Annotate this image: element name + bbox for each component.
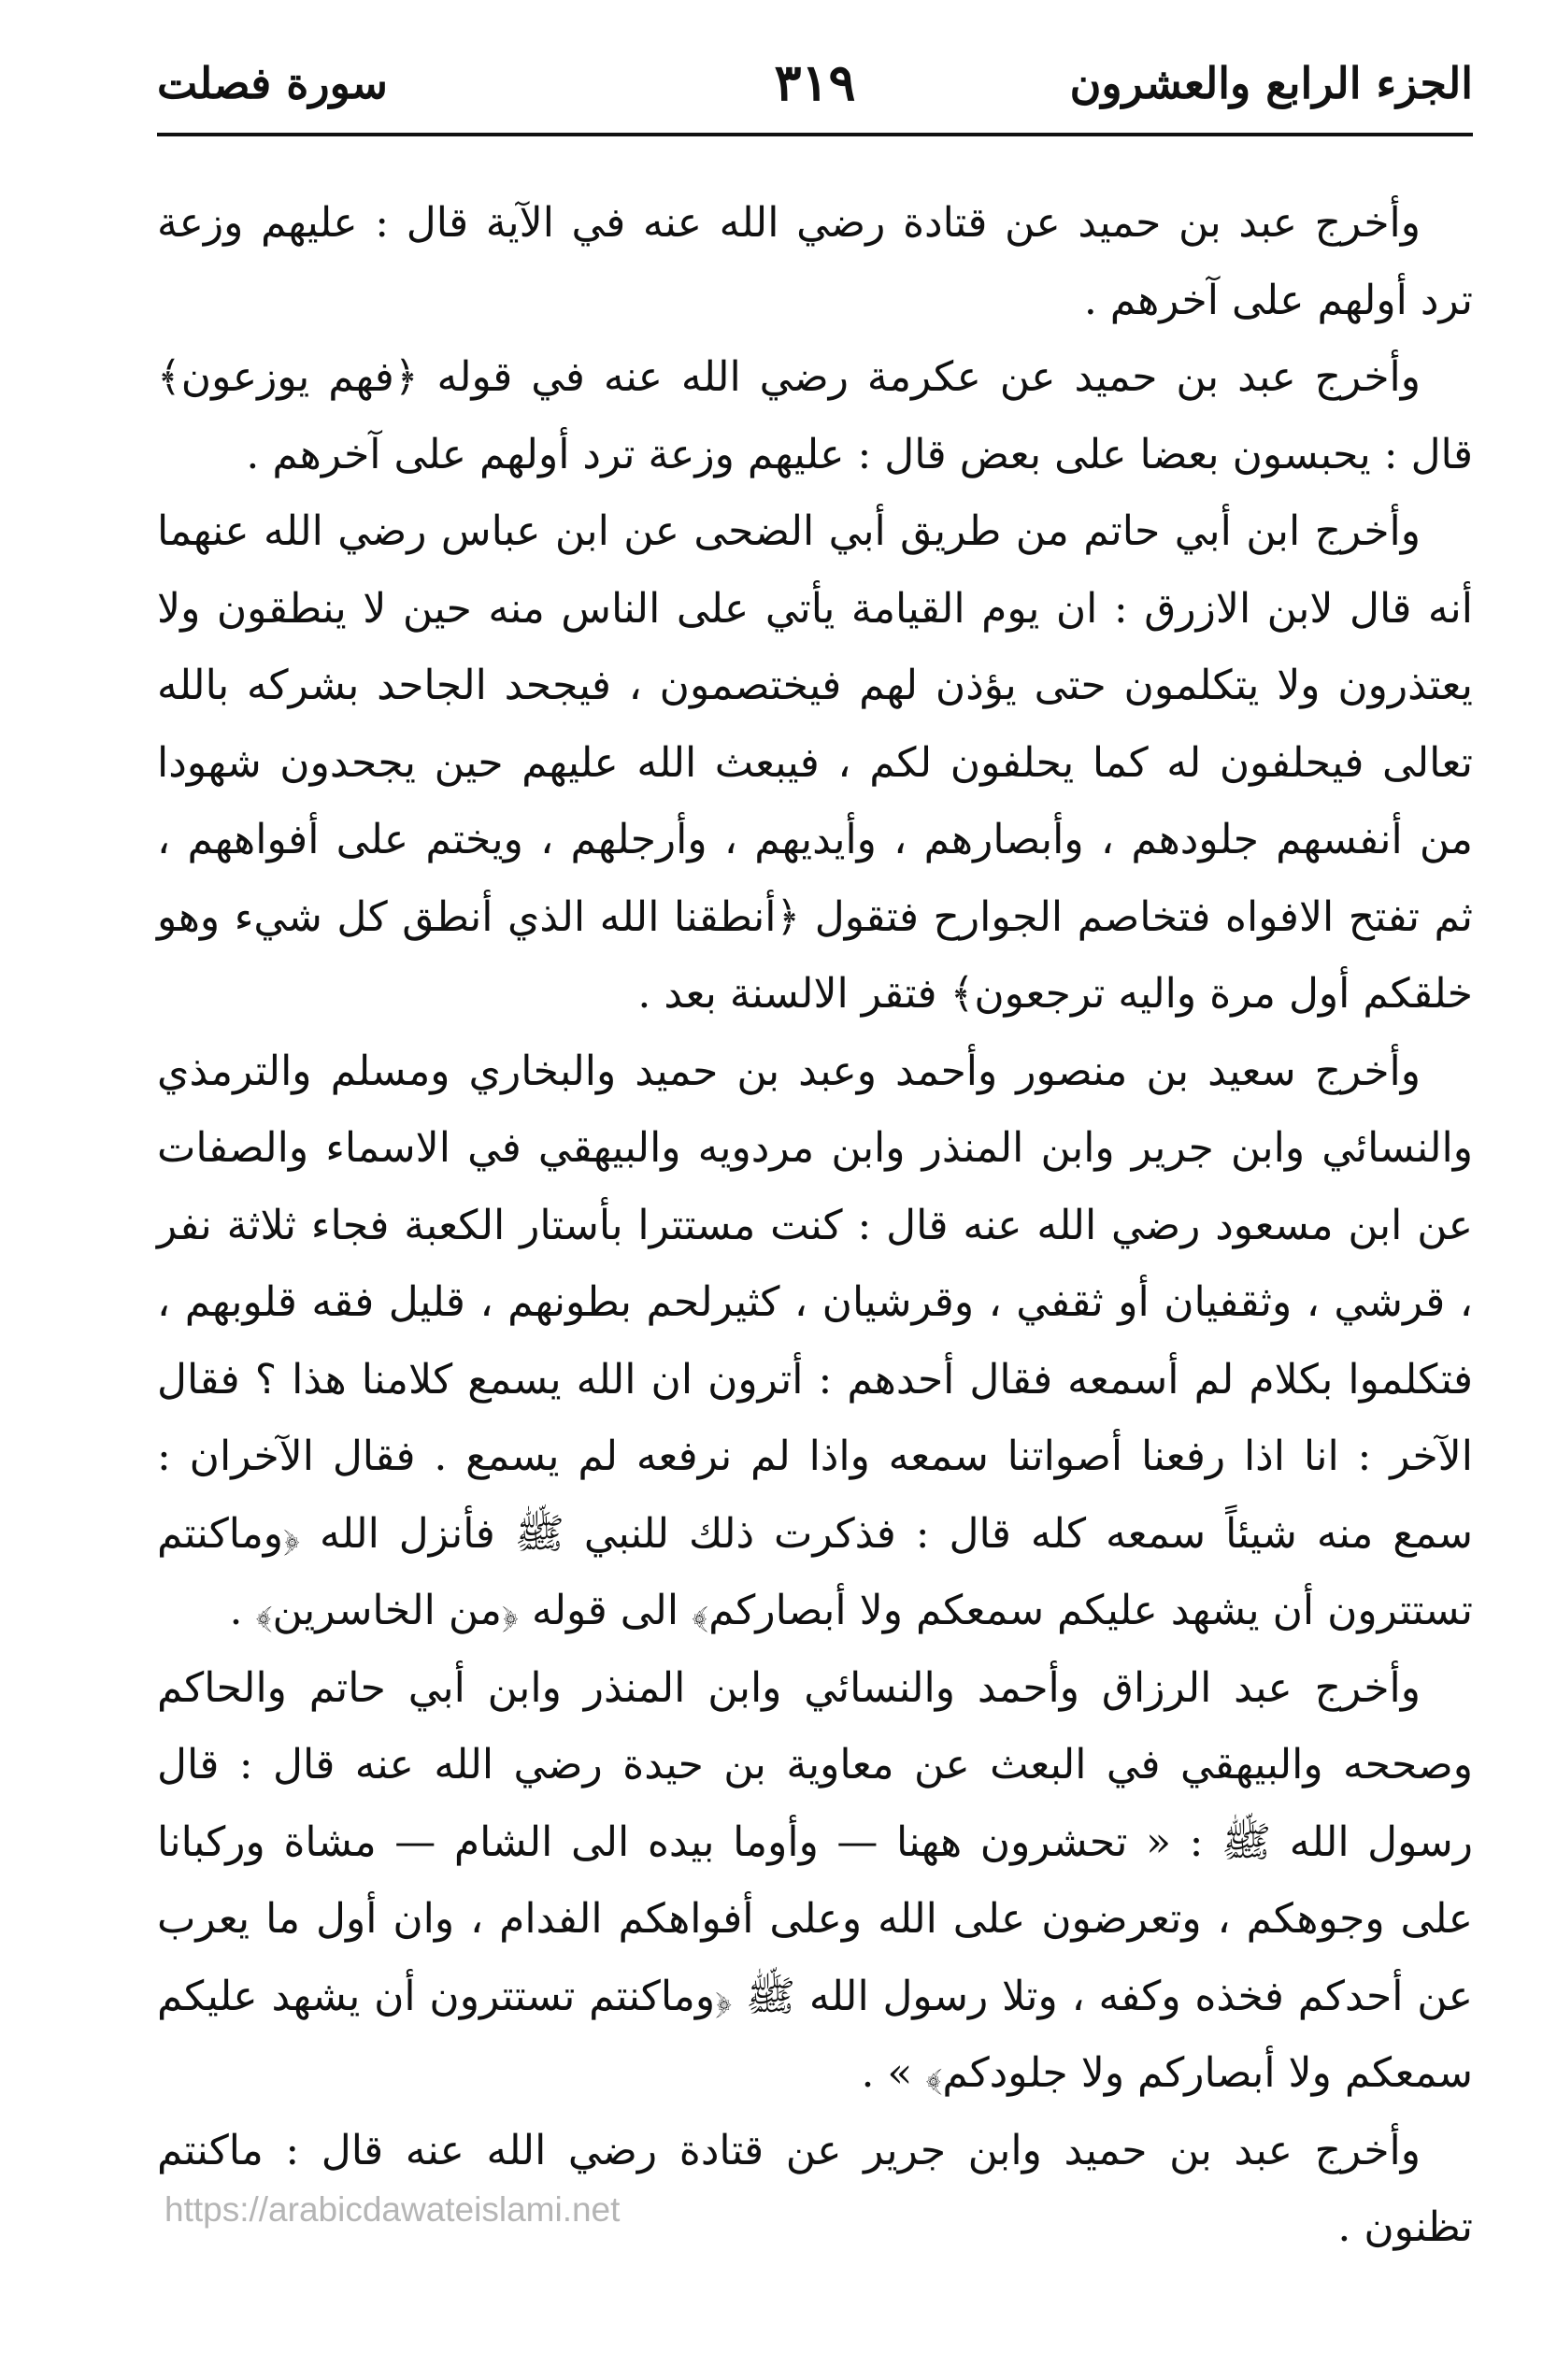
- watermark-url: https://arabicdawateislami.net: [164, 2190, 621, 2229]
- page-number: ٣١٩: [774, 52, 856, 112]
- paragraph: وأخرج سعيد بن منصور وأحمد وعبد بن حميد والبخاري ومسلم والترمذي والنسائي وابن جرير وابن المنذر وابن مردويه والبيهقي في الاسماء والصفات عن ابن مسعود رضي الله عنه قال : كنت مستترا بأستار الكعبة فجاء ثلاثة نفر ، قرشي ، وثقفيان أو ثقفي ، وقرشيان ، كثيرلحم بطونهم ، قليل فقه قلوبهم ، فتكلموا بكلام لم أسمعه فقال أحدهم : أترون ان الله يسمع كلامنا هذا ؟ فقال الآخر : انا اذا رفعنا أصواتنا سمعه واذا لم نرفعه لم يسمع . فقال الآخران : سمع منه شيئاً سمعه كله قال : فذكرت ذلك للنبي ﷺ فأنزل الله ﴿وماكنتم تستترون أن يشهد عليكم سمعكم ولا أبصاركم﴾ الى قوله ﴿من الخاسرين﴾ .: [157, 1047, 1473, 1634]
- paragraph: وأخرج عبد الرزاق وأحمد والنسائي وابن المنذر وابن أبي حاتم والحاكم وصححه والبيهقي في البعث عن معاوية بن حيدة رضي الله عنه قال : قال رسول الله ﷺ : « تحشرون ههنا — وأوما بيده الى الشام — مشاة وركبانا على وجوهكم ، وتعرضون على الله وعلى أفواهكم الفدام ، وان أول ما يعرب عن أحدكم فخذه وكفه ، وتلا رسول الله ﷺ ﴿وماكنتم تستترون أن يشهد عليكم سمعكم ولا أبصاركم ولا جلودكم﴾ » .: [157, 1663, 1473, 2097]
- surah-title: سورة فصلت: [157, 58, 388, 108]
- page-header: [157, 47, 1473, 140]
- header-rule: [157, 133, 1473, 136]
- page-body: [157, 185, 1473, 2267]
- paragraph: وأخرج عبد بن حميد وابن جرير عن قتادة رضي الله عنه قال : ماكنتم تظنون .: [157, 2126, 1473, 2251]
- paragraph: وأخرج ابن أبي حاتم من طريق أبي الضحى عن ابن عباس رضي الله عنهما أنه قال لابن الازرق : ان يوم القيامة يأتي على الناس منه حين لا ينطقون ولا يعتذرون ولا يتكلمون حتى يؤذن لهم فيختصمون ، فيجحد الجاحد بشركه بالله تعالى فيحلفون له كما يحلفون لكم ، فيبعث الله عليهم حين يجحدون شهودا من أنفسهم جلودهم ، وأبصارهم ، وأيديهم ، وأرجلهم ، ويختم على أفواههم ، ثم تفتح الافواه فتخاصم الجوارح فتقول ﴿أنطقنا الله الذي أنطق كل شيء وهو خلقكم أول مرة واليه ترجعون﴾ فتقر الالسنة بعد .: [157, 507, 1473, 1018]
- paragraph: وأخرج عبد بن حميد عن عكرمة رضي الله عنه في قوله ﴿فهم يوزعون﴾ قال : يحبسون بعضا على بعض قال : عليهم وزعة ترد أولهم على آخرهم .: [157, 353, 1473, 478]
- part-title: الجزء الرابع والعشرون: [1069, 58, 1473, 108]
- paragraph: وأخرج عبد بن حميد عن قتادة رضي الله عنه في الآية قال : عليهم وزعة ترد أولهم على آخرهم .: [157, 199, 1473, 324]
